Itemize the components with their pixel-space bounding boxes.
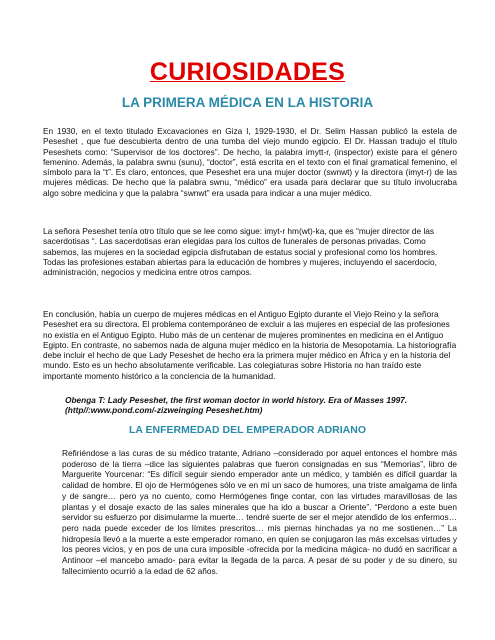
paragraph-peseshet-stela: En 1930, en el texto titulado Excavaciones en Giza I, 1929-1930, el Dr. Selim Hassan publicó la estela de Peseshet , que fue descubierta dentro de una tumba del viejo mundo egipcio. El Dr. Hassan tradujo el título Peseshets como: “Supervisor de los doctores”. De hecho, la palabra imytt-r, (inspector) existe para el género femenino. Además, la palabra swnu (sunu), “doctor”, está escrita en el texto con el final gramatical femenino, el símbolo para la “t”. Es claro, entonces, que Peseshet era una mujer doctor (swnwt) y la directora (imyt-r) de las mujeres médicas. De hecho que la palabra swnu, “médico” era usada para declarar que su título involucraba algo sobre medicina y que la palabra “swnwt” era usada para indicar a una mujer médico. [43,126,457,198]
paragraph-conclusion: En conclusión, había un cuerpo de mujeres médicas en el Antiguo Egipto durante el Viejo Reino y la señora Peseshet era su directora. El problema contemporáneo de excluir a las mujeres en especial de las profesiones no existía en el Antiguo Egipto. Hubo más de un centenar de mujeres prominentes en medicina en el Antiguo Egipto. En contraste, no sabemos nada de alguna mujer médico en la historia de Mesopotamia. La historiografía debe incluir el hecho de que Lady Peseshet de hecho era la primera mujer médico en África y en la historia del mundo. Esto es un hecho absolutamente verificable. Las colegiaturas sobre Historia no han traído este importante momento histórico a la conciencia de la humanidad. [43,309,457,381]
section-title-first-doctor: LA PRIMERA MÉDICA EN LA HISTORIA [121,95,374,110]
paragraph-peseshet-titles: La señora Peseshet tenía otro título que se lee como sigue: imyt-r hm(wt)-ka, que es “mujer director de las sacerdotisas “. Las sacerdotisas eran elegidas para los cultos de funerales de personas privadas. Como sabemos, las mujeres en la sociedad egipcia disfrutaban de estatus social y profesional como los hombres. Todas las profesiones estaban abiertas para la educación de hombres y mujeres, incluyendo el sacerdocio, administración, negocios y medicina entre otros campos. [43,226,438,278]
section-title-hadrian: LA ENFERMEDAD DEL EMPERADOR ADRIANO [128,424,367,436]
paragraph-hadrian: Refiriéndose a las curas de su médico tratante, Adriano –considerado por aquel entonces el hombre más poderoso de la tierra –dice las siguientes palabras que fueron consignadas en sus “Memorias”, libro de Marguerite Yourcenar: “Es difícil seguir siendo emperador ante un médico, y también es difícil guardar la calidad de hombre. El ojo de Hermógenes sólo ve en mí un saco de humores, una triste amalgama de linfa y de sangre… pero ya no cuento, como Hermógenes finge contar, con las virtudes maravillosas de las plantas y el dosaje exacto de las sales minerales que ha ido a buscar a Oriente”. “Perdono a este buen servidor su esfuerzo por disimularme la muerte… tendré suerte de ser el mejor atendido de los enfermos… pero nada puede exceder de los límites prescritos… mis piernas hinchadas ya no me sostienen…” La hidropesía llevó a la muerte a este emperador romano, en quien se conjugaron las más excelsas virtudes y los peores vicios, y en pos de una cura imposible -ofrecida por la medicina mágica- no dudó en sacrificar a Antinoor –el mancebo amado- para evitar la llegada de la parca. A pesar de su poder y de su dinero, su fallecimiento ocurrió a la edad de 62 años. [62,448,457,576]
page-title: CURIOSIDADES [149,58,346,86]
citation: Obenga T: Lady Peseshet, the first woman doctor in world history. Era of Masses 1997. (http//:www.pond.com/-zizweinging Peseshet.htm) [65,395,408,416]
